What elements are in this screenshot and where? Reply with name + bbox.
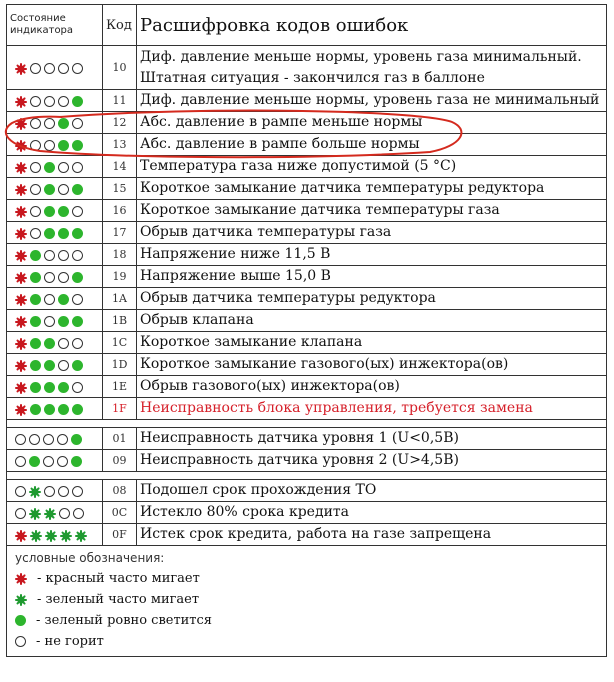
green-flashing-led-icon bbox=[60, 530, 72, 542]
table-row bbox=[7, 156, 607, 178]
error-code: 10 bbox=[103, 46, 137, 90]
table-row bbox=[7, 222, 607, 244]
led-off-icon bbox=[58, 63, 69, 74]
indicator-state bbox=[7, 134, 103, 156]
green-solid-led-icon bbox=[58, 118, 69, 129]
legend-items bbox=[15, 568, 598, 652]
led-off-icon bbox=[58, 250, 69, 261]
led-off-icon bbox=[15, 486, 26, 497]
indicator-state bbox=[7, 480, 103, 502]
legend-title: условные обозначения: bbox=[15, 551, 165, 565]
led-off-icon bbox=[58, 184, 69, 195]
green-solid-led-icon bbox=[44, 184, 55, 195]
indicator-state bbox=[7, 524, 103, 546]
error-description: Истек срок кредита, работа на газе запрещена bbox=[137, 524, 607, 546]
led-off-icon bbox=[58, 360, 69, 371]
green-solid-led-icon bbox=[58, 228, 69, 239]
led-off-icon bbox=[30, 228, 41, 239]
error-description: Истекло 80% срока кредита bbox=[137, 502, 607, 524]
led-off-icon bbox=[72, 382, 83, 393]
green-solid-led-icon bbox=[30, 360, 41, 371]
table-row bbox=[7, 480, 607, 502]
led-off-icon bbox=[73, 508, 84, 519]
red-flashing-led-icon bbox=[15, 294, 27, 306]
green-solid-led-icon bbox=[72, 404, 83, 415]
green-solid-led-icon bbox=[72, 316, 83, 327]
led-off-icon bbox=[44, 486, 55, 497]
red-flashing-led-icon bbox=[15, 63, 27, 75]
green-solid-led-icon bbox=[58, 382, 69, 393]
table-row bbox=[7, 112, 607, 134]
error-description: Короткое замыкание датчика температуры редуктора bbox=[137, 178, 607, 200]
table-row bbox=[7, 354, 607, 376]
indicator-state bbox=[7, 288, 103, 310]
error-description: Неисправность датчика уровня 1 (U<0,5В) bbox=[137, 428, 607, 450]
green-solid-led-icon bbox=[30, 316, 41, 327]
error-code: 09 bbox=[103, 450, 137, 472]
indicator-state bbox=[7, 266, 103, 288]
green-flashing-led-icon bbox=[45, 530, 57, 542]
error-codes-table bbox=[6, 4, 607, 657]
led-off-icon bbox=[29, 434, 40, 445]
table-row bbox=[7, 502, 607, 524]
legend-item bbox=[15, 568, 598, 589]
green-solid-led-icon bbox=[30, 338, 41, 349]
led-off-icon bbox=[30, 162, 41, 173]
error-description: Обрыв датчика температуры газа bbox=[137, 222, 607, 244]
green-flashing-led-icon bbox=[75, 530, 87, 542]
led-off-icon bbox=[15, 636, 26, 647]
green-solid-led-icon bbox=[44, 338, 55, 349]
red-flashing-led-icon bbox=[15, 184, 27, 196]
green-solid-led-icon bbox=[44, 404, 55, 415]
green-solid-led-icon bbox=[71, 434, 82, 445]
error-code: 1A bbox=[103, 288, 137, 310]
error-code: 1B bbox=[103, 310, 137, 332]
error-description: Диф. давление меньше нормы, уровень газа минимальный. Штатная ситуация - закончился газ в баллоне bbox=[137, 46, 607, 90]
green-solid-led-icon bbox=[30, 404, 41, 415]
error-description: Неисправность блока управления, требуется замена bbox=[137, 398, 607, 420]
led-off-icon bbox=[15, 508, 26, 519]
group-separator bbox=[7, 420, 607, 428]
legend-row bbox=[7, 546, 607, 657]
green-solid-led-icon bbox=[44, 382, 55, 393]
green-solid-led-icon bbox=[58, 294, 69, 305]
green-solid-led-icon bbox=[29, 456, 40, 467]
led-off-icon bbox=[57, 434, 68, 445]
green-flashing-led-icon bbox=[30, 530, 42, 542]
error-description: Напряжение ниже 11,5 В bbox=[137, 244, 607, 266]
error-description: Короткое замыкание клапана bbox=[137, 332, 607, 354]
table-row bbox=[7, 46, 607, 90]
table-row bbox=[7, 178, 607, 200]
led-off-icon bbox=[30, 118, 41, 129]
led-off-icon bbox=[15, 456, 26, 467]
table-row bbox=[7, 200, 607, 222]
table-row bbox=[7, 134, 607, 156]
error-description: Абс. давление в рампе больше нормы bbox=[137, 134, 607, 156]
led-off-icon bbox=[72, 338, 83, 349]
green-solid-led-icon bbox=[44, 228, 55, 239]
green-solid-led-icon bbox=[44, 206, 55, 217]
table-row bbox=[7, 428, 607, 450]
table-row bbox=[7, 524, 607, 546]
led-off-icon bbox=[72, 250, 83, 261]
red-flashing-led-icon bbox=[15, 140, 27, 152]
led-off-icon bbox=[44, 140, 55, 151]
red-flashing-led-icon bbox=[15, 162, 27, 174]
indicator-state bbox=[7, 450, 103, 472]
error-code: 12 bbox=[103, 112, 137, 134]
led-off-icon bbox=[15, 434, 26, 445]
error-description: Обрыв газового(ых) инжектора(ов) bbox=[137, 376, 607, 398]
error-code: 19 bbox=[103, 266, 137, 288]
green-solid-led-icon bbox=[72, 228, 83, 239]
error-code: 14 bbox=[103, 156, 137, 178]
led-off-icon bbox=[43, 456, 54, 467]
red-flashing-led-icon bbox=[15, 360, 27, 372]
error-description: Обрыв клапана bbox=[137, 310, 607, 332]
indicator-state bbox=[7, 90, 103, 112]
group-separator bbox=[7, 472, 607, 480]
led-off-icon bbox=[58, 486, 69, 497]
error-description: Диф. давление меньше нормы, уровень газа не минимальный bbox=[137, 90, 607, 112]
header-code: Код bbox=[103, 5, 137, 46]
error-description: Абс. давление в рампе меньше нормы bbox=[137, 112, 607, 134]
red-flashing-led-icon bbox=[15, 206, 27, 218]
green-solid-led-icon bbox=[72, 184, 83, 195]
indicator-state bbox=[7, 428, 103, 450]
indicator-state bbox=[7, 376, 103, 398]
error-code: 11 bbox=[103, 90, 137, 112]
red-flashing-led-icon bbox=[15, 316, 27, 328]
led-off-icon bbox=[44, 316, 55, 327]
error-description: Обрыв датчика температуры редуктора bbox=[137, 288, 607, 310]
error-code: 1D bbox=[103, 354, 137, 376]
red-flashing-led-icon bbox=[15, 228, 27, 240]
error-description: Подошел срок прохождения ТО bbox=[137, 480, 607, 502]
table-row bbox=[7, 310, 607, 332]
led-off-icon bbox=[30, 184, 41, 195]
green-solid-led-icon bbox=[72, 140, 83, 151]
led-off-icon bbox=[30, 96, 41, 107]
led-off-icon bbox=[30, 140, 41, 151]
table-row bbox=[7, 288, 607, 310]
indicator-state bbox=[7, 502, 103, 524]
error-description: Короткое замыкание газового(ых) инжектора(ов) bbox=[137, 354, 607, 376]
led-off-icon bbox=[72, 206, 83, 217]
error-code: 1F bbox=[103, 398, 137, 420]
error-code: 18 bbox=[103, 244, 137, 266]
led-off-icon bbox=[44, 294, 55, 305]
red-flashing-led-icon bbox=[15, 118, 27, 130]
green-solid-led-icon bbox=[58, 316, 69, 327]
led-off-icon bbox=[72, 294, 83, 305]
indicator-state bbox=[7, 112, 103, 134]
error-code: 1E bbox=[103, 376, 137, 398]
led-off-icon bbox=[72, 63, 83, 74]
indicator-state bbox=[7, 332, 103, 354]
green-solid-led-icon bbox=[30, 250, 41, 261]
green-solid-led-icon bbox=[30, 272, 41, 283]
led-off-icon bbox=[44, 118, 55, 129]
table-body bbox=[7, 46, 607, 546]
indicator-state bbox=[7, 178, 103, 200]
error-code: 13 bbox=[103, 134, 137, 156]
led-off-icon bbox=[44, 63, 55, 74]
led-off-icon bbox=[30, 63, 41, 74]
table-row bbox=[7, 332, 607, 354]
indicator-state bbox=[7, 222, 103, 244]
led-off-icon bbox=[72, 486, 83, 497]
legend-item-label: - зеленый ровно светится bbox=[36, 613, 212, 628]
red-flashing-led-icon bbox=[15, 573, 27, 585]
table-row bbox=[7, 266, 607, 288]
legend-item-label: - зеленый часто мигает bbox=[37, 592, 200, 607]
legend-item-label: - красный часто мигает bbox=[37, 571, 200, 586]
red-flashing-led-icon bbox=[15, 250, 27, 262]
red-flashing-led-icon bbox=[15, 96, 27, 108]
indicator-state bbox=[7, 244, 103, 266]
led-off-icon bbox=[30, 206, 41, 217]
error-description: Неисправность датчика уровня 2 (U>4,5В) bbox=[137, 450, 607, 472]
legend-item-label: - не горит bbox=[36, 634, 104, 649]
error-code: 0C bbox=[103, 502, 137, 524]
led-off-icon bbox=[44, 272, 55, 283]
red-flashing-led-icon bbox=[15, 530, 27, 542]
legend bbox=[7, 546, 607, 657]
error-codes-table-container bbox=[6, 4, 606, 657]
green-flashing-led-icon bbox=[29, 486, 41, 498]
error-description: Короткое замыкание датчика температуры газа bbox=[137, 200, 607, 222]
led-off-icon bbox=[59, 508, 70, 519]
green-solid-led-icon bbox=[58, 404, 69, 415]
error-code: 0F bbox=[103, 524, 137, 546]
table-row bbox=[7, 450, 607, 472]
green-solid-led-icon bbox=[72, 96, 83, 107]
led-off-icon bbox=[43, 434, 54, 445]
error-code: 01 bbox=[103, 428, 137, 450]
led-off-icon bbox=[58, 162, 69, 173]
red-flashing-led-icon bbox=[15, 404, 27, 416]
led-off-icon bbox=[58, 338, 69, 349]
red-flashing-led-icon bbox=[15, 338, 27, 350]
green-solid-led-icon bbox=[72, 360, 83, 371]
green-solid-led-icon bbox=[15, 615, 26, 626]
error-description: Температура газа ниже допустимой (5 °С) bbox=[137, 156, 607, 178]
error-code: 17 bbox=[103, 222, 137, 244]
indicator-state bbox=[7, 398, 103, 420]
indicator-state bbox=[7, 354, 103, 376]
green-solid-led-icon bbox=[30, 382, 41, 393]
header-description: Расшифровка кодов ошибок bbox=[137, 5, 607, 46]
green-solid-led-icon bbox=[44, 360, 55, 371]
indicator-state bbox=[7, 200, 103, 222]
green-solid-led-icon bbox=[58, 206, 69, 217]
table-header bbox=[7, 5, 607, 46]
table-row bbox=[7, 90, 607, 112]
error-code: 16 bbox=[103, 200, 137, 222]
header-indicator-state: Состояние индикатора bbox=[7, 5, 103, 46]
green-flashing-led-icon bbox=[15, 594, 27, 606]
error-description: Напряжение выше 15,0 В bbox=[137, 266, 607, 288]
table-row bbox=[7, 398, 607, 420]
led-off-icon bbox=[58, 96, 69, 107]
led-off-icon bbox=[44, 96, 55, 107]
indicator-state bbox=[7, 310, 103, 332]
indicator-state bbox=[7, 156, 103, 178]
red-flashing-led-icon bbox=[15, 382, 27, 394]
green-solid-led-icon bbox=[72, 272, 83, 283]
table-row bbox=[7, 376, 607, 398]
green-solid-led-icon bbox=[71, 456, 82, 467]
legend-item bbox=[15, 631, 598, 652]
legend-item bbox=[15, 589, 598, 610]
green-flashing-led-icon bbox=[44, 508, 56, 520]
indicator-state bbox=[7, 46, 103, 90]
green-solid-led-icon bbox=[30, 294, 41, 305]
led-off-icon bbox=[72, 162, 83, 173]
led-off-icon bbox=[57, 456, 68, 467]
led-off-icon bbox=[58, 272, 69, 283]
error-code: 15 bbox=[103, 178, 137, 200]
led-off-icon bbox=[72, 118, 83, 129]
green-solid-led-icon bbox=[44, 162, 55, 173]
error-code: 08 bbox=[103, 480, 137, 502]
table-row bbox=[7, 244, 607, 266]
legend-item bbox=[15, 610, 598, 631]
led-off-icon bbox=[44, 250, 55, 261]
error-code: 1C bbox=[103, 332, 137, 354]
red-flashing-led-icon bbox=[15, 272, 27, 284]
green-solid-led-icon bbox=[58, 140, 69, 151]
green-flashing-led-icon bbox=[29, 508, 41, 520]
